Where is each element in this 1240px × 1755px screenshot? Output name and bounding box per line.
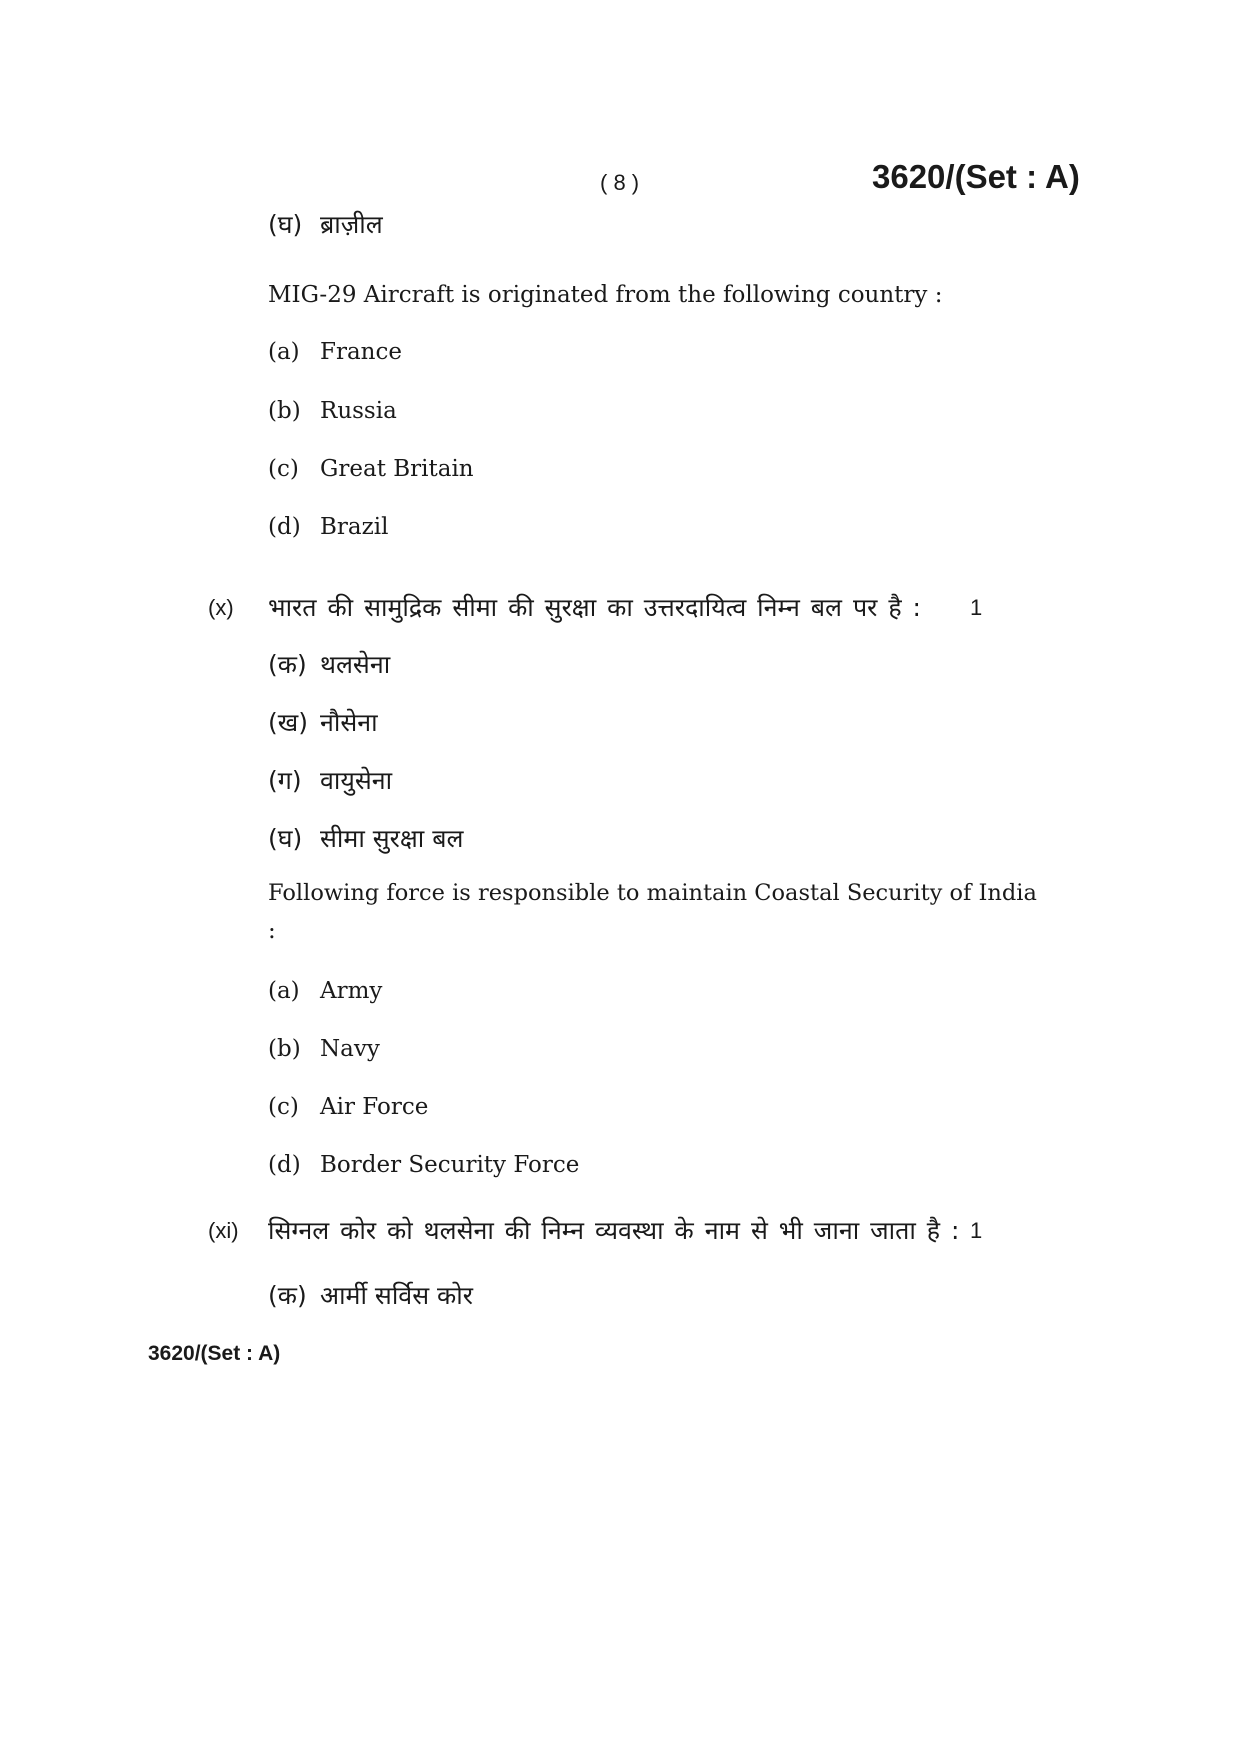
q9-option-b [268,398,397,424]
q10-hindi-option-ka [268,647,390,681]
q9-hindi-option-d [268,207,383,241]
option-text: Army [320,978,383,1004]
q10-marks: 1 [970,595,983,620]
option-label: (c) [268,1094,299,1120]
page-number: ( 8 ) [600,170,640,195]
option-text: सीमा सुरक्षा बल [320,824,464,853]
option-label: (क) [268,1281,307,1310]
q10-number: (x) [208,595,234,620]
option-text: Border Security Force [320,1152,580,1178]
option-text: Great Britain [320,456,474,482]
option-text: ब्राज़ील [320,210,383,239]
q10-option-d [268,1152,579,1178]
q10-option-c [268,1094,428,1120]
option-text: Brazil [320,514,389,540]
option-label: (ख) [268,708,308,737]
option-label: (घ) [268,824,303,853]
option-label: (b) [268,398,301,424]
option-text: Air Force [320,1094,429,1120]
option-label: (a) [268,339,300,365]
q9-english-question: MIG-29 Aircraft is originated from the following country : [268,282,943,308]
option-text: थलसेना [320,650,391,679]
q9-option-c [268,456,474,482]
option-label: (c) [268,456,299,482]
q10-hindi-question: भारत की सामुद्रिक सीमा की सुरक्षा का उत्तरदायित्व निम्न बल पर है : [268,593,921,622]
option-label: (d) [268,1152,301,1178]
q9-option-a [268,339,402,365]
q11-hindi-question: सिग्नल कोर को थलसेना की निम्न व्यवस्था के नाम से भी जाना जाता है : [268,1216,960,1245]
option-label: (b) [268,1036,301,1062]
option-text: Russia [320,398,397,424]
option-label: (d) [268,514,301,540]
option-label: (ग) [268,766,302,795]
q10-hindi-option-gha [268,821,463,855]
option-label: (क) [268,650,307,679]
q11-number: (xi) [208,1218,239,1243]
option-label: (a) [268,978,300,1004]
option-text: वायुसेना [320,766,393,795]
q10-hindi-option-ga [268,763,392,797]
q10-option-a [268,978,382,1004]
option-label: (घ) [268,210,303,239]
q11-marks: 1 [970,1218,983,1243]
option-text: नौसेना [320,708,378,737]
option-text: France [320,339,402,365]
footer-paper-code: 3620/(Set : A) [148,1342,281,1365]
q10-option-b [268,1036,380,1062]
q11-hindi-option-ka [268,1278,473,1312]
q10-english-question-line2: : [268,918,276,944]
q10-english-question-line1: Following force is responsible to maintain Coastal Security of India [268,880,1037,906]
q9-option-d [268,514,388,540]
header-paper-code: 3620/(Set : A) [872,158,1080,195]
option-text: Navy [320,1036,380,1062]
option-text: आर्मी सर्विस कोर [320,1281,473,1310]
q10-hindi-option-kha [268,705,378,739]
